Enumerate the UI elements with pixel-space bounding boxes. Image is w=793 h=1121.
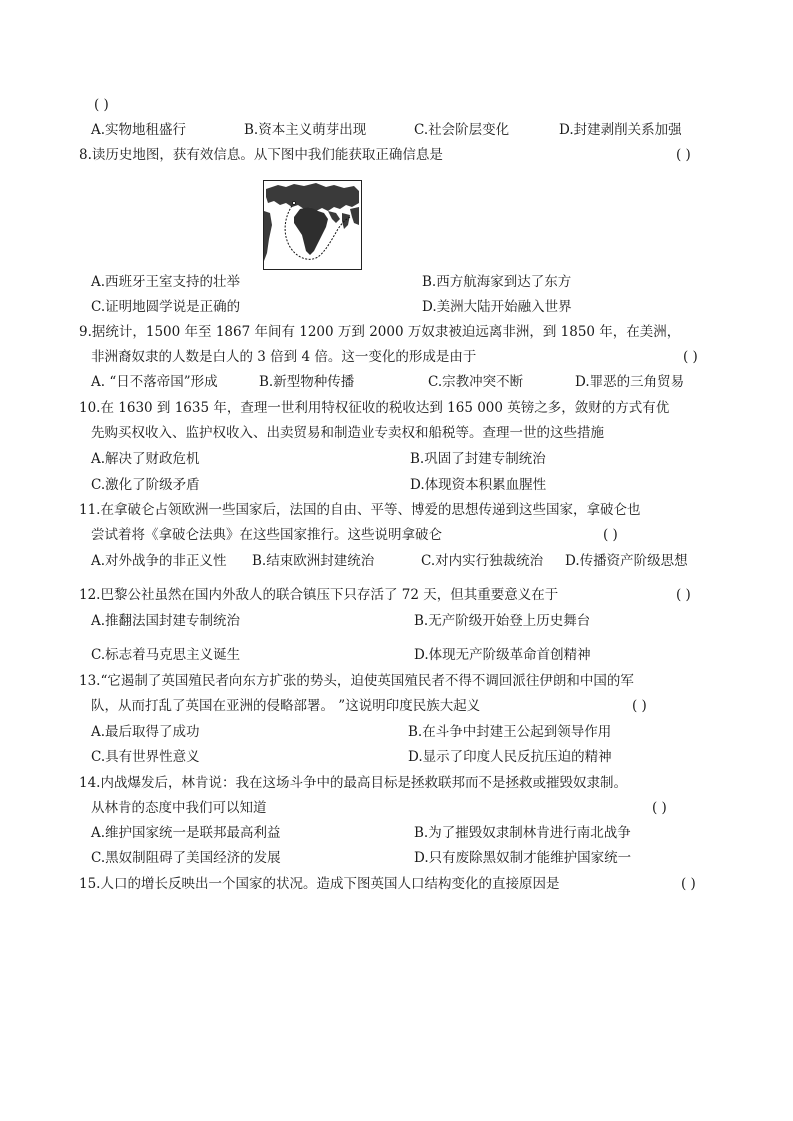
q15-answer-paren: ( ) bbox=[681, 876, 696, 892]
q13-option-a: A.最后取得了成功 bbox=[91, 724, 200, 740]
q8-option-c: C.证明地圆学说是正确的 bbox=[91, 299, 241, 315]
q8-option-b: B.西方航海家到达了东方 bbox=[422, 274, 572, 290]
q13-stem-line1: 13.“它遏制了英国殖民者向东方扩张的势头，迫使英国殖民者不得不调回派往伊朗和中国的军 bbox=[79, 673, 634, 689]
q7-answer-paren: ( ) bbox=[94, 97, 109, 113]
q11-option-a: A.对外战争的非正义性 bbox=[91, 553, 227, 569]
q14-option-c: C.黑奴制阻碍了美国经济的发展 bbox=[91, 850, 281, 866]
q13-option-b: B.在斗争中封建王公起到领导作用 bbox=[408, 724, 612, 740]
q14-answer-paren: ( ) bbox=[652, 800, 667, 816]
q11-option-d: D.传播资产阶级思想 bbox=[565, 553, 688, 569]
q8-option-a: A.西班牙王室支持的壮举 bbox=[91, 274, 241, 290]
q9-option-b: B.新型物种传播 bbox=[259, 374, 355, 390]
q15-stem: 15.人口的增长反映出一个国家的状况。造成下图英国人口结构变化的直接原因是 bbox=[79, 876, 560, 892]
voyage-map-image bbox=[264, 181, 361, 269]
q14-option-d: D.只有废除黑奴制才能维护国家统一 bbox=[414, 850, 632, 866]
q10-option-a: A.解决了财政危机 bbox=[91, 451, 200, 467]
q7-option-d: D.封建剥削关系加强 bbox=[559, 122, 682, 138]
q11-option-b: B.结束欧洲封建统治 bbox=[252, 553, 375, 569]
q7-option-a: A.实物地租盛行 bbox=[91, 122, 187, 138]
q12-option-d: D.体现无产阶级革命首创精神 bbox=[414, 647, 591, 663]
q13-option-c: C.具有世界性意义 bbox=[91, 749, 200, 765]
q9-stem-line2: 非洲裔奴隶的人数是白人的 3 倍到 4 倍。这一变化的形成是由于 bbox=[91, 349, 477, 365]
q10-option-c: C.激化了阶级矛盾 bbox=[91, 477, 200, 493]
q13-stem-line2: 队，从而打乱了英国在亚洲的侵略部署。 ”这说明印度民族大起义 bbox=[91, 698, 481, 714]
q14-stem-line2: 从林肯的态度中我们可以知道 bbox=[91, 800, 267, 816]
q10-stem-line1: 10.在 1630 到 1635 年，查理一世利用特权征收的税收达到 165 000 英镑之多，敛财的方式有优 bbox=[79, 400, 670, 416]
q10-stem-line2: 先购买权收入、监护权收入、出卖贸易和制造业专卖权和船税等。查理一世的这些措施 bbox=[91, 425, 604, 441]
q7-option-b: B.资本主义萌芽出现 bbox=[244, 122, 367, 138]
q12-option-b: B.无产阶级开始登上历史舞台 bbox=[414, 613, 591, 629]
q8-option-d: D.美洲大陆开始融入世界 bbox=[422, 299, 572, 315]
q8-answer-paren: ( ) bbox=[676, 147, 691, 163]
q9-answer-paren: ( ) bbox=[683, 349, 698, 365]
q12-option-a: A.推翻法国封建专制统治 bbox=[91, 613, 241, 629]
q11-stem-line2: 尝试着将《拿破仑法典》在这些国家推行。这些说明拿破仑 bbox=[91, 527, 442, 543]
q9-option-c: C.宗教冲突不断 bbox=[428, 374, 524, 390]
q12-answer-paren: ( ) bbox=[676, 587, 691, 603]
q13-option-d: D.显示了印度人民反抗压迫的精神 bbox=[408, 749, 612, 765]
q9-option-a: A. “日不落帝国”形成 bbox=[91, 374, 218, 390]
q12-option-c: C.标志着马克思主义诞生 bbox=[91, 647, 241, 663]
q7-option-c: C.社会阶层变化 bbox=[414, 122, 510, 138]
q9-stem-line1: 9.据统计，1500 年至 1867 年间有 1200 万到 2000 万奴隶被迫远离非洲，到 1850 年，在美洲， bbox=[79, 324, 681, 340]
q12-stem: 12.巴黎公社虽然在国内外敌人的联合镇压下只存活了 72 天，但其重要意义在于 bbox=[79, 587, 559, 603]
q14-option-a: A.维护国家统一是联邦最高利益 bbox=[91, 825, 281, 841]
q11-stem-line1: 11.在拿破仑占领欧洲一些国家后，法国的自由、平等、博爱的思想传递到这些国家，拿破仑也 bbox=[79, 502, 641, 518]
q14-option-b: B.为了摧毁奴隶制林肯进行南北战争 bbox=[414, 825, 631, 841]
q13-answer-paren: ( ) bbox=[632, 698, 647, 714]
q11-option-c: C.对内实行独裁统治 bbox=[421, 553, 544, 569]
q10-option-d: D.体现资本积累血腥性 bbox=[410, 477, 547, 493]
q9-option-d: D.罪恶的三角贸易 bbox=[575, 374, 685, 390]
q14-stem-line1: 14.内战爆发后，林肯说：我在这场斗争中的最高目标是拯救联邦而不是拯救或摧毁奴隶制。 bbox=[79, 775, 627, 791]
q8-stem: 8.读历史地图，获有效信息。从下图中我们能获取正确信息是 bbox=[79, 147, 443, 163]
voyage-map-figure bbox=[263, 180, 362, 270]
q10-option-b: B.巩固了封建专制统治 bbox=[410, 451, 546, 467]
q11-answer-paren: ( ) bbox=[603, 527, 618, 543]
